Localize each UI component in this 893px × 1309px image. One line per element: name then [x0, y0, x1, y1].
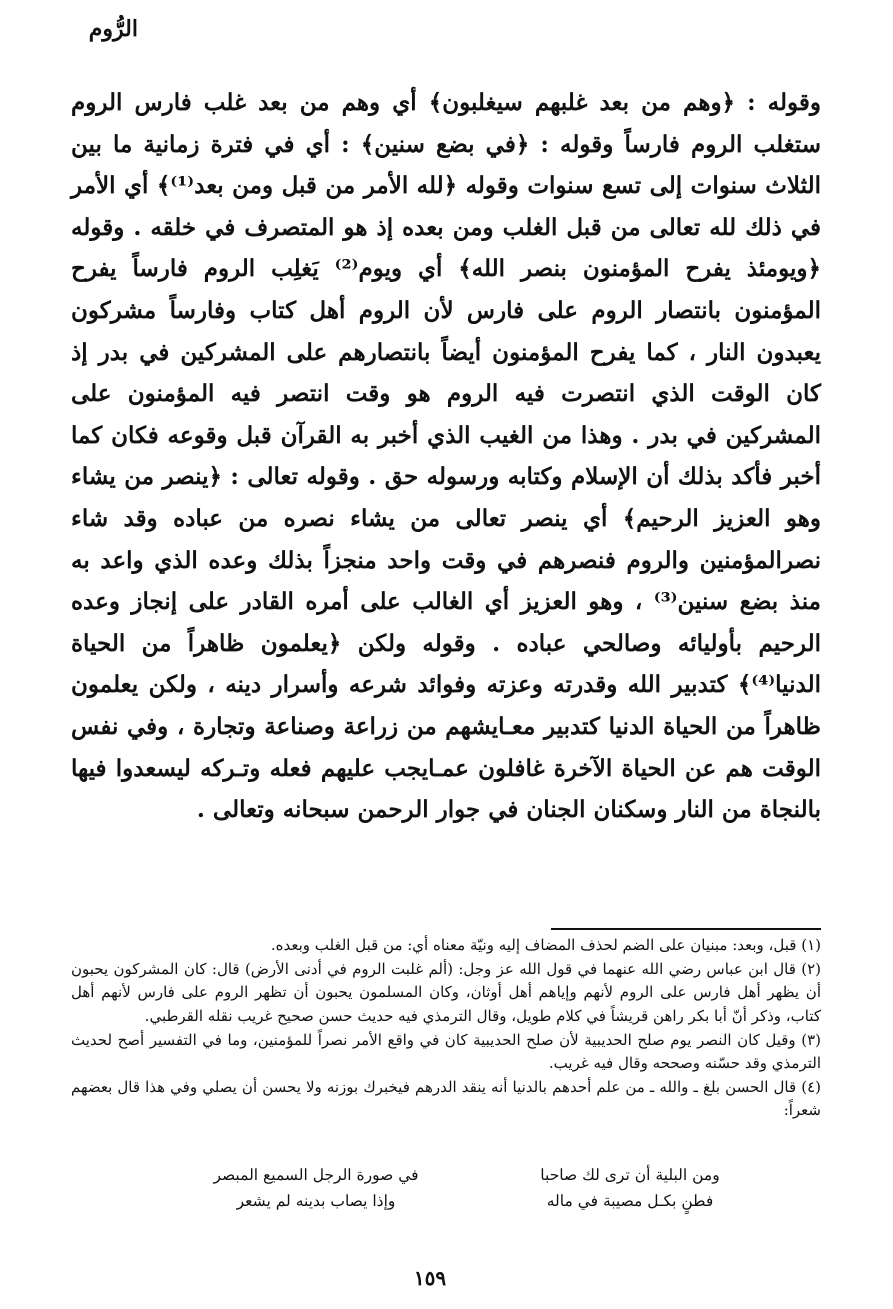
footnotes: [71, 934, 821, 1124]
footnote-1: (١) قبل، وبعد: مبنيان على الضم لحذف المضاف إليه ونيّة معناه أي: من قبل الغلب وبعده.: [270, 936, 821, 954]
verse-line-1-second-hemistich: في صورة الرجل السميع المبصر: [213, 1166, 419, 1184]
commentary-paragraph: وقوله : ﴿وهم من بعد غلبهم سيغلبون﴾ أي وهم من بعد غلب فارس الروم ستغلب الروم فارساً وقوله : ﴿في بضع سنين﴾ : أي في فترة زمانية ما بين الثلاث سنوات إلى تسع سنوات وقوله ﴿لله الأمر من قبل ومن بعد⁽¹⁾﴾ أي الأمر في ذلك لله تعالى من قبل الغلب ومن بعده إذ هو المتصرف في خلقه . وقوله ﴿ويومئذ يفرح المؤمنون بنصر الله﴾ أي ويوم⁽²⁾ يَغلِب الروم فارساً يفرح المؤمنون بانتصار الروم على فارس لأن الروم أهل كتاب وفارساً مشركون يعبدون النار ، كما يفرح المؤمنون أيضاً بانتصارهم على المشركين في بدر إذ كان الوقت الذي انتصرت فيه الروم هو وقت انتصر فيه المؤمنون على المشركين في بدر . وهذا من الغيب الذي أخبر به القرآن قبل وقوعه فكان كما أخبر فأكد بذلك أن الإسلام وكتابه ورسوله حق . وقوله تعالى : ﴿ينصر من يشاء وهو العزيز الرحيم﴾ أي ينصر تعالى من يشاء نصره من عباده وقد شاء نصرالمؤمنين والروم فنصرهم في وقت واحد منجزاً بذلك وعده الذي واعد به منذ بضع سنين⁽³⁾ ، وهو العزيز أي الغالب على أمره القادر على إنجاز وعده الرحيم بأوليائه وصالحي عباده . وقوله ولكن ﴿يعلمون ظاهراً من الحياة الدنيا⁽⁴⁾﴾ كتدبير الله وقدرته وعزته وفوائد شرعه وأسرار دينه ، ولكن يعلمون ظاهراً من الحياة الدنيا كتدبير معـايشهم من زراعة وصناعة وتجارة ، وفي نفس الوقت هم عن الحياة الآخرة غافلون عمـايجب عليهم فعله وتـركه ليسعدوا فيها بالنجاة من النار وسكنان الجنان في جوار الرحمن سبحانه وتعالى .: [71, 89, 821, 824]
verse-line-2-first-hemistich: فطنٍ بكـل مصيبة في ماله: [546, 1192, 714, 1210]
page-number: ١٥٩: [413, 1266, 447, 1290]
footnote-separator: [551, 928, 821, 930]
footnote-4: (٤) قال الحسن بلغ ـ والله ـ من علم أحدهم بالدنيا أنه ينقد الدرهم فيخبرك بوزنه ولا يحسن أن يصلي وفي هذا قال بعضهم شعراً:: [71, 1078, 821, 1120]
footnote-3: (٣) وقيل كان النصر يوم صلح الحديبية لأن صلح الحديبية كان في واقع الأمر نصراً للمؤمنين، وما في التفسير أصح لحديث الترمذي وقد حسّنه وصححه وقال فيه غريب.: [71, 1030, 821, 1073]
poem-verse: [173, 1162, 773, 1214]
running-header: [58, 14, 138, 44]
verse-line-1: [173, 1162, 773, 1188]
verse-line-2: [173, 1188, 773, 1214]
footnote-2: (٢) قال ابن عباس رضي الله عنهما في قول الله عز وجل: (ألم غلبت الروم في أدنى الأرض) قال: كان المشركون يحبون أن يظهر أهل فارس على الروم لأنهم وإياهم أهل أوثان، وكان المسلمون يحبون أن تظهر الروم على فارس لأنهم أهل كتاب، وذكر أنّ أبا بكر راهن قريشاً في كلام طويل، وقال الترمذي فيه حديث حسن صحيح غريب نقله القرطبي.: [71, 960, 821, 1025]
verse-line-1-first-hemistich: ومن البلية أن ترى لك صاحبا: [540, 1166, 720, 1184]
verse-line-2-second-hemistich: وإذا يصاب بدينه لم يشعر: [236, 1192, 396, 1210]
surah-name: الرُّوم: [88, 16, 138, 42]
